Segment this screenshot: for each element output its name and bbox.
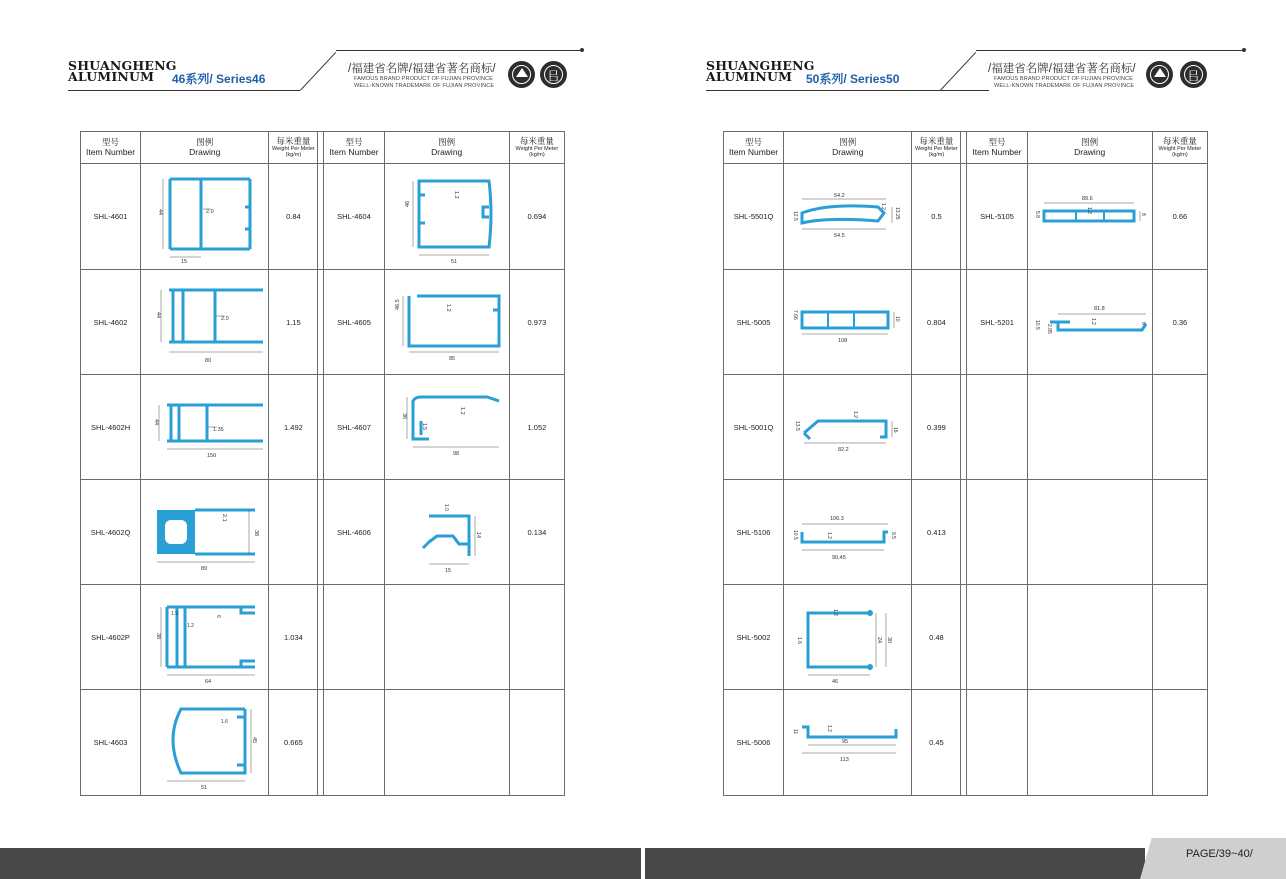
weight-value: 0.665 [269, 690, 318, 796]
header-rule [706, 90, 989, 91]
svg-text:81.8: 81.8 [1093, 306, 1105, 312]
svg-text:8: 8 [1139, 212, 1146, 216]
svg-text:46: 46 [831, 679, 838, 685]
header-item: 型号 Item Number [324, 132, 384, 164]
svg-text:1.35: 1.35 [212, 427, 224, 433]
brand-line1: SHUANGHENG [706, 58, 815, 73]
profile-drawing [1027, 164, 1152, 270]
series-title: 50系列/ Series50 [806, 72, 900, 86]
header-rule-top [976, 50, 1244, 51]
header-drawing: 图例 Drawing [1027, 132, 1152, 164]
right-page [643, 0, 1286, 879]
svg-text:44: 44 [156, 208, 163, 215]
profile-drawing [384, 480, 509, 585]
svg-text:6: 6 [1139, 322, 1146, 325]
svg-text:1.2: 1.2 [444, 304, 451, 312]
item-number: SHL-4602Q [81, 480, 141, 585]
spec-table-left [80, 131, 565, 796]
svg-text:150: 150 [206, 453, 216, 459]
header-diagonal [940, 52, 976, 91]
svg-text:1.0: 1.0 [442, 504, 449, 511]
svg-text:1.2: 1.2 [452, 190, 459, 199]
svg-text:15: 15 [444, 568, 451, 574]
table-row [724, 375, 1208, 480]
svg-text:44: 44 [154, 312, 161, 319]
svg-text:64: 64 [204, 679, 211, 685]
weight-value: 0.399 [912, 375, 961, 480]
svg-text:1.6: 1.6 [795, 637, 802, 644]
svg-text:13.25: 13.25 [893, 206, 900, 220]
svg-text:7.66: 7.66 [791, 310, 798, 320]
svg-text:54.5: 54.5 [833, 232, 845, 239]
weight-value [269, 480, 318, 585]
svg-text:1.9: 1.9 [170, 611, 178, 617]
svg-text:15: 15 [180, 258, 187, 265]
svg-text:1.6: 1.6 [220, 718, 228, 725]
profile-drawing [141, 270, 269, 375]
header-dot [580, 48, 584, 52]
svg-text:89.6: 89.6 [1081, 195, 1093, 202]
header-item: 型号 Item Number [967, 132, 1027, 164]
header-en1: FAMOUS BRAND PRODUCT OF FUJIAN PROVINCE [994, 76, 1133, 82]
item-number: SHL-5002 [724, 585, 784, 690]
weight-value: 0.134 [509, 480, 564, 585]
svg-text:46: 46 [404, 200, 411, 207]
svg-text:11: 11 [791, 728, 798, 734]
profile-drawing [141, 164, 269, 270]
item-number: SHL-5005 [724, 270, 784, 375]
svg-text:2.1: 2.1 [220, 514, 227, 522]
svg-text:106.3: 106.3 [829, 516, 844, 522]
item-number: SHL-4604 [324, 164, 384, 270]
award-logo-icon [508, 61, 535, 88]
profile-drawing [384, 270, 509, 375]
svg-text:1.2: 1.2 [1085, 206, 1092, 214]
profile-drawing [784, 375, 912, 480]
profile-drawing [784, 585, 912, 690]
svg-text:10.5: 10.5 [1033, 320, 1040, 330]
weight-value: 0.804 [912, 270, 961, 375]
header-weight: 每米重量 Weight Per Meter (kg/m) [509, 132, 564, 164]
header-dot [1242, 48, 1246, 52]
svg-text:5.8: 5.8 [1033, 210, 1040, 218]
header-cn: /福建省名牌/福建省著名商标/ [988, 63, 1136, 75]
header-drawing: 图例 Drawing [141, 132, 269, 164]
svg-text:54.2: 54.2 [833, 192, 845, 199]
item-number: SHL-4602 [81, 270, 141, 375]
svg-text:113: 113 [839, 756, 849, 763]
profile-drawing [384, 375, 509, 480]
svg-text:45: 45 [250, 736, 257, 743]
award-logo-icon [1146, 61, 1173, 88]
svg-text:10: 10 [893, 316, 900, 322]
table-row [724, 164, 1208, 270]
item-number: SHL-4607 [324, 375, 384, 480]
profile-drawing [1027, 270, 1152, 375]
header-en2: WELL-KNOWN TRADEMARK OF FUJIAN PROVINCE [354, 83, 495, 89]
table-header-row [724, 132, 1208, 164]
svg-text:6: 6 [214, 615, 221, 618]
table-row [81, 480, 565, 585]
item-number: SHL-4605 [324, 270, 384, 375]
table-row [81, 375, 565, 480]
svg-text:89: 89 [200, 566, 207, 572]
svg-text:24: 24 [875, 637, 882, 644]
svg-text:2.85: 2.85 [1045, 324, 1052, 334]
svg-text:44: 44 [152, 419, 159, 426]
weight-value: 1.15 [269, 270, 318, 375]
svg-text:1.2: 1.2 [1089, 318, 1096, 325]
profile-drawing [141, 585, 269, 690]
header-drawing: 图例 Drawing [384, 132, 509, 164]
svg-text:85: 85 [448, 356, 455, 362]
svg-text:1.2: 1.2 [825, 532, 832, 539]
weight-value: 0.84 [269, 164, 318, 270]
footer-bar-right [645, 848, 1145, 879]
svg-text:98: 98 [452, 451, 459, 457]
svg-text:36: 36 [400, 413, 407, 420]
profile-drawing [141, 375, 269, 480]
svg-text:1.2: 1.2 [825, 724, 832, 732]
header-item: 型号 Item Number [724, 132, 784, 164]
table-row [81, 585, 565, 690]
header-rule [68, 90, 300, 91]
table-row [724, 480, 1208, 585]
page-number: PAGE/39~40/ [1186, 848, 1253, 860]
svg-text:90.45: 90.45 [831, 555, 846, 561]
svg-text:82.2: 82.2 [837, 447, 849, 453]
svg-text:38: 38 [154, 633, 161, 640]
weight-value: 0.694 [509, 164, 564, 270]
weight-value: 0.36 [1152, 270, 1207, 375]
weight-value: 0.973 [509, 270, 564, 375]
weight-value: 1.492 [269, 375, 318, 480]
item-number: SHL-5106 [724, 480, 784, 585]
svg-text:46.5: 46.5 [394, 299, 401, 310]
profile-drawing [784, 270, 912, 375]
header-weight: 每米重量 Weight Per Meter (kg/m) [912, 132, 961, 164]
header-en1: FAMOUS BRAND PRODUCT OF FUJIAN PROVINCE [354, 76, 493, 82]
svg-text:2.0: 2.0 [220, 316, 229, 322]
table-row [81, 270, 565, 375]
profile-drawing [784, 480, 912, 585]
trademark-logo-icon: 㠯 [540, 61, 567, 88]
svg-text:80: 80 [204, 358, 211, 364]
weight-value: 0.45 [912, 690, 961, 796]
profile-drawing [141, 480, 269, 585]
item-number: SHL-4602P [81, 585, 141, 690]
table-row [724, 270, 1208, 375]
svg-text:2.0: 2.0 [205, 208, 214, 215]
svg-text:108: 108 [837, 338, 847, 344]
svg-text:51: 51 [450, 258, 457, 265]
svg-text:1.2: 1.2 [831, 609, 838, 616]
svg-text:16: 16 [891, 427, 898, 433]
svg-text:1.2: 1.2 [186, 623, 194, 629]
brand-line2: ALUMINUM [68, 69, 155, 84]
header-diagonal [300, 52, 336, 91]
item-number: SHL-5201 [967, 270, 1027, 375]
header-weight: 每米重量 Weight Per Meter (kg/m) [269, 132, 318, 164]
weight-value: 0.413 [912, 480, 961, 585]
svg-text:38: 38 [252, 530, 259, 537]
weight-value: 0.48 [912, 585, 961, 690]
profile-drawing [141, 690, 269, 796]
svg-text:1.2: 1.2 [879, 202, 886, 210]
table-row [81, 164, 565, 270]
svg-text:10.5: 10.5 [791, 530, 798, 540]
brand-line1: SHUANGHENG [68, 58, 177, 73]
header-cn: /福建省名牌/福建省著名商标/ [348, 63, 496, 75]
svg-text:95: 95 [841, 738, 848, 745]
table-row [81, 690, 565, 796]
header-drawing: 图例 Drawing [784, 132, 912, 164]
svg-text:1.5: 1.5 [420, 423, 427, 430]
brand-line2: ALUMINUM [706, 69, 793, 84]
svg-text:51: 51 [200, 784, 207, 791]
item-number: SHL-4601 [81, 164, 141, 270]
table-row [724, 585, 1208, 690]
header-en2: WELL-KNOWN TRADEMARK OF FUJIAN PROVINCE [994, 83, 1135, 89]
footer-bar-left [0, 848, 641, 879]
weight-value: 1.052 [509, 375, 564, 480]
item-number: SHL-4606 [324, 480, 384, 585]
item-number: SHL-5001Q [724, 375, 784, 480]
svg-text:30: 30 [885, 637, 892, 644]
header-item: 型号 Item Number [81, 132, 141, 164]
brand-logo [68, 60, 177, 82]
profile-drawing [384, 164, 509, 270]
brand-logo [706, 60, 815, 82]
table-row [724, 690, 1208, 796]
item-number: SHL-5006 [724, 690, 784, 796]
spec-table-right [723, 131, 1208, 796]
weight-value: 0.5 [912, 164, 961, 270]
header-rule-top [336, 50, 582, 51]
svg-text:9.5: 9.5 [889, 532, 896, 539]
item-number: SHL-5105 [967, 164, 1027, 270]
profile-drawing [784, 690, 912, 796]
item-number: SHL-4602H [81, 375, 141, 480]
svg-text:13.5: 13.5 [793, 421, 800, 431]
weight-value: 1.034 [269, 585, 318, 690]
item-number: SHL-5501Q [724, 164, 784, 270]
profile-drawing [784, 164, 912, 270]
svg-text:14: 14 [474, 532, 481, 539]
svg-text:1.2: 1.2 [851, 411, 858, 418]
series-title: 46系列/ Series46 [172, 72, 266, 86]
svg-text:1.2: 1.2 [458, 407, 465, 415]
item-number: SHL-4603 [81, 690, 141, 796]
table-header-row [81, 132, 565, 164]
header-weight: 每米重量 Weight Per Meter (kg/m) [1152, 132, 1207, 164]
svg-text:12.5: 12.5 [791, 210, 798, 221]
weight-value: 0.66 [1152, 164, 1207, 270]
trademark-logo-icon: 㠯 [1180, 61, 1207, 88]
